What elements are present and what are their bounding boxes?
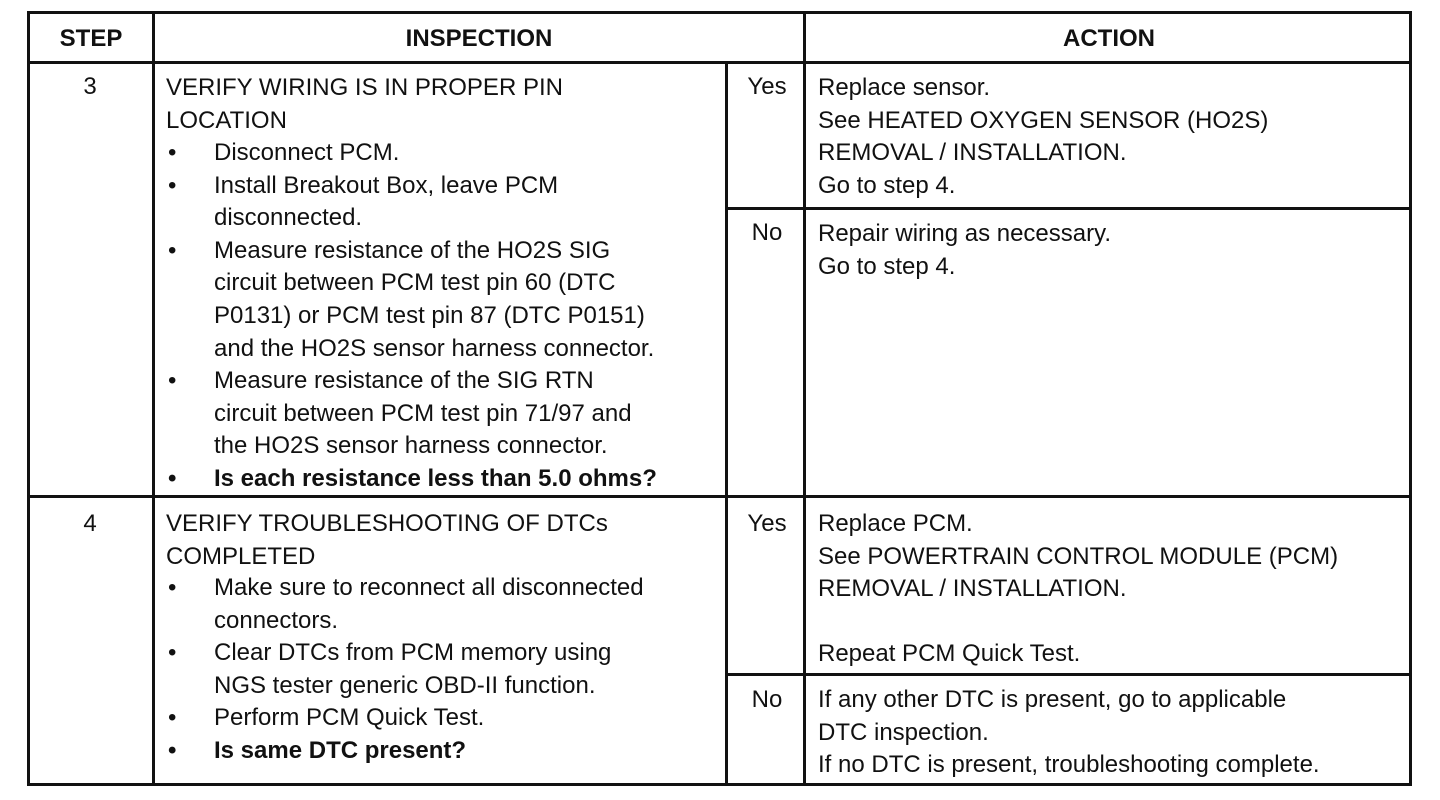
header-step: STEP bbox=[59, 25, 123, 52]
yes-no-column-divider bbox=[725, 61, 728, 786]
yes-action: Replace PCM. See POWERTRAIN CONTROL MODULE (PCM) REMOVAL / INSTALLATION. Repeat PCM Quick Test. bbox=[818, 510, 1339, 668]
bullet-icon: • bbox=[168, 367, 177, 395]
action-column-divider bbox=[803, 11, 806, 786]
bullet-icon: • bbox=[168, 574, 177, 601]
list-item: • Measure resistance of the HO2S SIG circuit between PCM test pin 60 (DTC P0131) or PCM test pin 87 (DTC P0151) and the HO2S sensor harness connector. bbox=[168, 236, 655, 362]
list-item: • Clear DTCs from PCM memory using NGS tester generic OBD-II function. bbox=[168, 639, 612, 699]
bullet-icon: • bbox=[168, 464, 177, 492]
inspection-steps bbox=[166, 572, 644, 768]
yes-action: Replace sensor. See HEATED OXYGEN SENSOR (HO2S) REMOVAL / INSTALLATION. Go to step 4. bbox=[818, 74, 1269, 199]
step-number: 4 bbox=[83, 510, 97, 537]
list-item: • Make sure to reconnect all disconnected connectors. bbox=[168, 574, 644, 634]
step-column-divider bbox=[152, 11, 155, 786]
no-action: If any other DTC is present, go to applicable DTC inspection. If no DTC is present, troubleshooting complete. bbox=[818, 686, 1320, 779]
inspection-steps bbox=[166, 137, 657, 496]
bullet-icon: • bbox=[168, 736, 177, 764]
yes-label: Yes bbox=[747, 510, 787, 537]
step-number: 3 bbox=[83, 73, 97, 100]
bullet-icon: • bbox=[168, 236, 177, 264]
list-item: • Is same DTC present? bbox=[166, 735, 644, 768]
no-label: No bbox=[751, 219, 783, 246]
header-action: ACTION bbox=[1063, 25, 1155, 52]
bullet-icon: • bbox=[168, 704, 177, 732]
list-item: • Perform PCM Quick Test. bbox=[166, 702, 644, 735]
no-label: No bbox=[751, 686, 783, 713]
list-item: • Measure resistance of the SIG RTN circuit between PCM test pin 71/97 and the HO2S sensor harness connector. bbox=[168, 367, 632, 460]
bullet-icon: • bbox=[168, 139, 177, 166]
list-item: • Disconnect PCM. bbox=[166, 137, 657, 170]
yes-label: Yes bbox=[747, 73, 787, 100]
inspection-title: VERIFY WIRING IS IN PROPER PIN LOCATION bbox=[166, 74, 563, 134]
bullet-icon: • bbox=[168, 639, 177, 667]
header-divider bbox=[27, 61, 1412, 64]
yes-no-divider-row4 bbox=[725, 673, 1412, 676]
inspection-title: VERIFY TROUBLESHOOTING OF DTCs COMPLETED bbox=[166, 510, 608, 570]
bullet-icon: • bbox=[168, 171, 177, 199]
header-inspection: INSPECTION bbox=[405, 25, 553, 52]
no-action: Repair wiring as necessary. Go to step 4. bbox=[818, 220, 1112, 280]
list-item: • Install Breakout Box, leave PCM disconnected. bbox=[168, 171, 559, 232]
list-item: • Is each resistance less than 5.0 ohms? bbox=[166, 463, 657, 496]
yes-no-divider-row3 bbox=[725, 207, 1412, 210]
